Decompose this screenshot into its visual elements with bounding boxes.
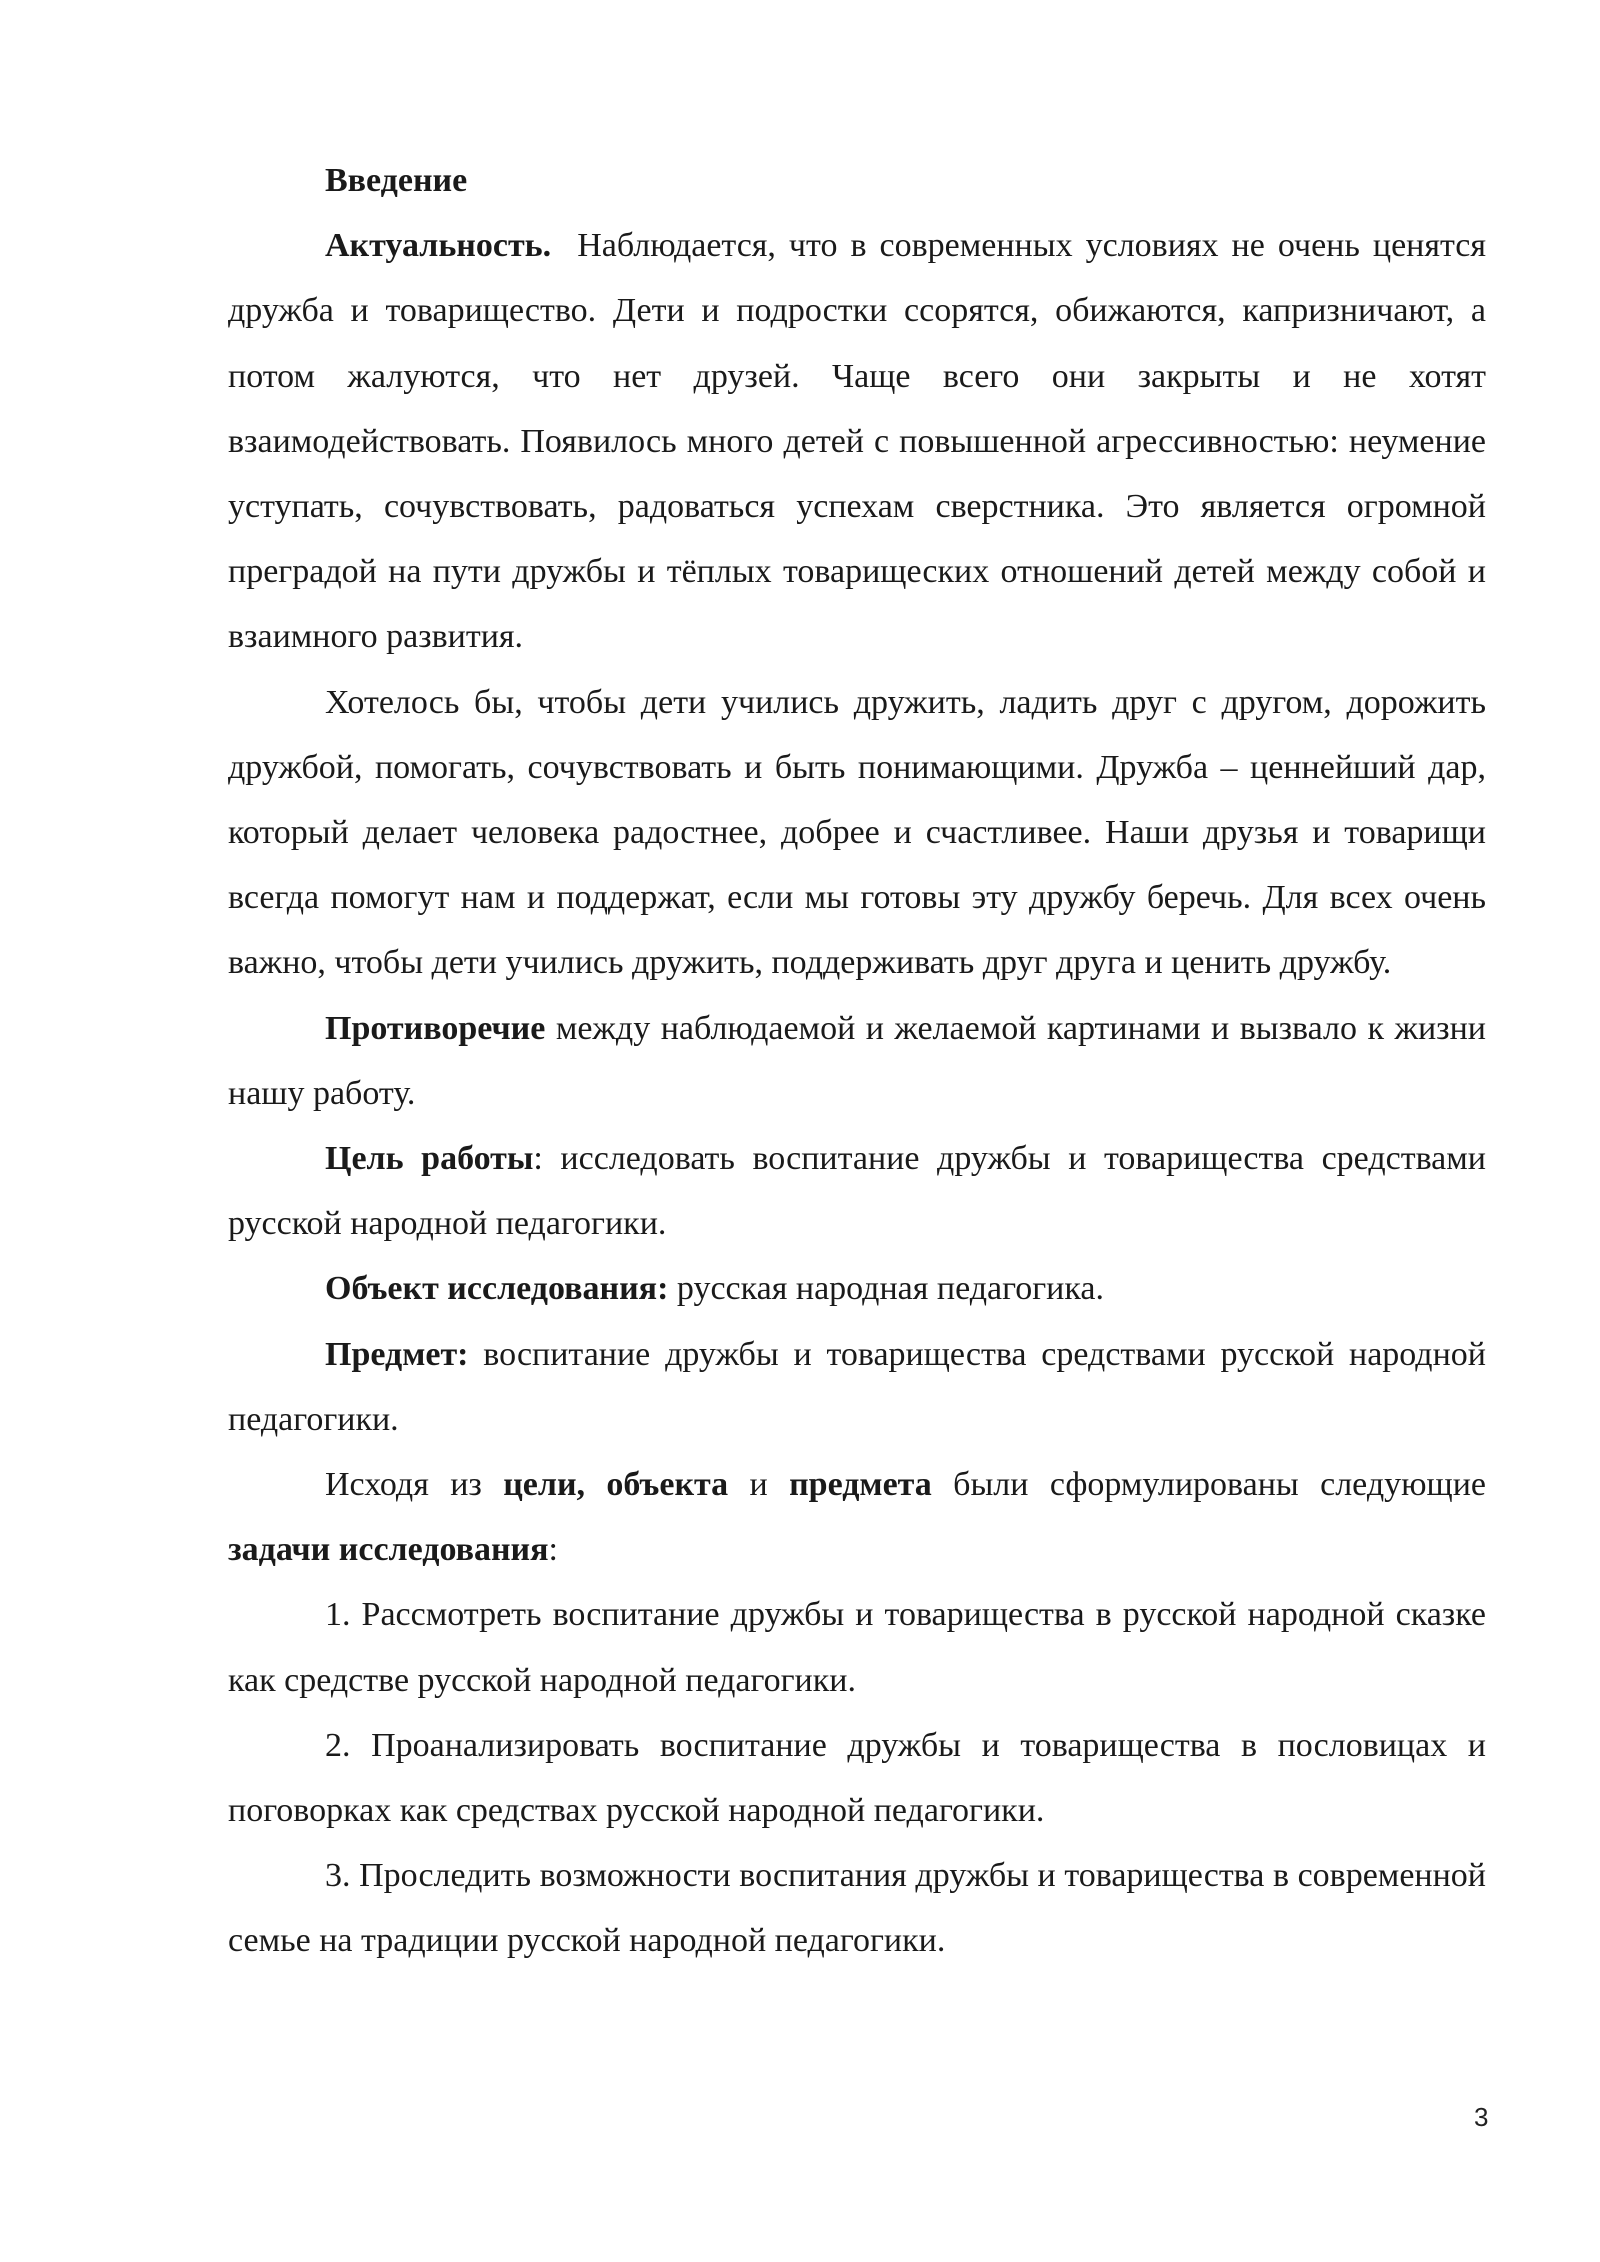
page-number: 3 xyxy=(1474,2102,1489,2132)
object-label: Объект исследования: xyxy=(325,1270,669,1308)
subject-text: воспитание дружбы и товарищества средствами русской народной педагогики. xyxy=(228,1335,1486,1438)
contradiction-label: Противоречие xyxy=(325,1009,546,1047)
tasks-intro-part1: Исходя из xyxy=(325,1466,504,1504)
relevance-label: Актуальность. xyxy=(325,227,552,265)
tasks-intro-bold2: предмета xyxy=(789,1466,932,1504)
tasks-intro-bold1: цели, объекта xyxy=(503,1466,729,1504)
goal-text: : исследовать воспитание дружбы и товарищества средствами русской народной педагогики. xyxy=(228,1140,1486,1243)
object-paragraph xyxy=(228,1256,1486,1321)
tasks-intro-part4: : xyxy=(548,1531,558,1569)
task-item: 2. Проанализировать воспитание дружбы и товарищества в пословицах и поговорках как средствах русской народной педагогики. xyxy=(228,1726,1486,1830)
object-text: русская народная педагогика. xyxy=(676,1270,1104,1308)
tasks-intro-part3: были сформулированы следующие xyxy=(931,1466,1486,1504)
subject-label: Предмет: xyxy=(325,1335,469,1373)
relevance-paragraph xyxy=(228,213,1486,669)
tasks-intro-paragraph xyxy=(228,1452,1486,1582)
wish-paragraph: Хотелось бы, чтобы дети учились дружить, ладить друг с другом, дорожить дружбой, помогать, сочувствовать и быть понимающими. Дружба – ценнейший дар, который делает человека радостнее, добрее и счастливее. Наши друзья и товарищи всегда помогут нам и поддержат, если мы готовы эту дружбу беречь. Для всех очень важно, чтобы дети учились дружить, поддерживать друг друга и ценить дружбу. xyxy=(228,683,1486,982)
contradiction-text: между наблюдаемой и желаемой картинами и вызвало к жизни нашу работу. xyxy=(228,1009,1486,1112)
goal-paragraph xyxy=(228,1126,1486,1256)
contradiction-paragraph xyxy=(228,996,1486,1126)
task-item: 3. Проследить возможности воспитания дружбы и товарищества в современной семье на традиции русской народной педагогики. xyxy=(228,1857,1486,1960)
relevance-text: Наблюдается, что в современных условиях не очень ценятся дружба и товарищество. Дети и подростки ссорятся, обижаются, капризничают, а потом жалуются, что нет друзей. Чаще всего они закрыты и не хотят взаимодействовать. Появилось много детей с повышенной агрессивностью: неумение уступать, сочувствовать, радоваться успехам сверстника. Это является огромной преградой на пути дружбы и тёплых товарищеских отношений детей между собой и взаимного развития. xyxy=(228,227,1487,656)
document-page xyxy=(228,148,1486,1974)
tasks-intro-bold3: задачи исследования xyxy=(228,1531,549,1569)
task-item: 1. Рассмотреть воспитание дружбы и товарищества в русской народной сказке как средстве русской народной педагогики. xyxy=(228,1596,1486,1699)
tasks-intro-part2: и xyxy=(728,1466,790,1504)
section-heading: Введение xyxy=(325,162,468,199)
goal-label: Цель работы xyxy=(325,1140,534,1178)
subject-paragraph xyxy=(228,1322,1486,1452)
